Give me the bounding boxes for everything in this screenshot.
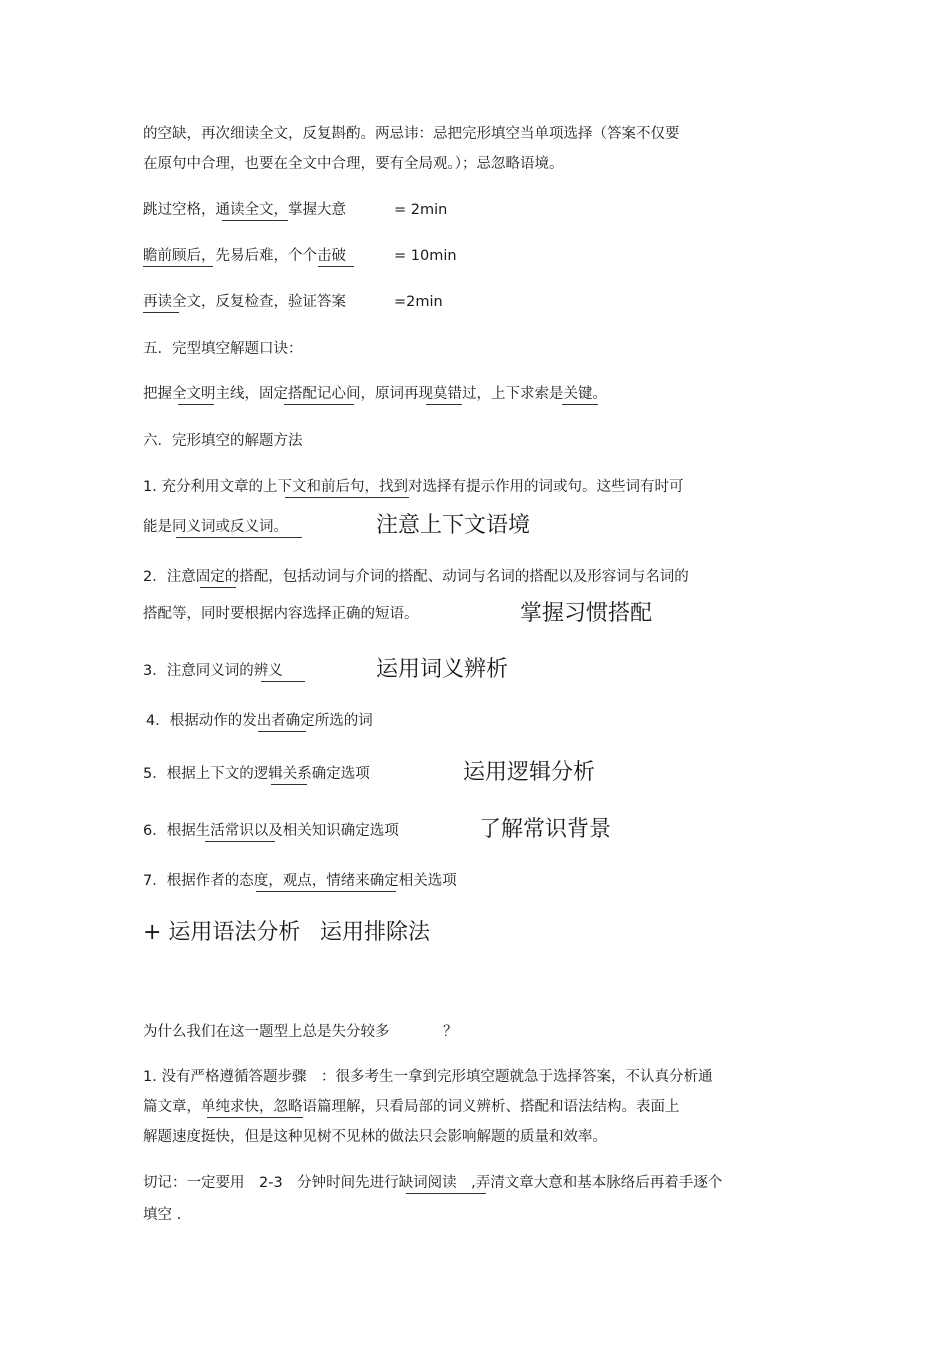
underline (200, 587, 236, 588)
why-question-mark: ？ (443, 1024, 458, 1040)
method-2-line-2: 搭配等，同时要根据内容选择正确的短语。 (143, 606, 419, 622)
method-2-note: 掌握习惯搭配 (520, 601, 653, 626)
underline (176, 537, 302, 538)
step-3-time: =2min (394, 294, 443, 310)
section-5-heading: 五．完型填空解题口诀： (143, 341, 303, 357)
section-6-heading: 六．完形填空的解题方法 (143, 433, 303, 449)
method-1-note: 注意上下文语境 (376, 513, 531, 538)
step-1-time: = 2min (394, 202, 448, 218)
method-6-note: 了解常识背景 (479, 817, 612, 842)
reason-1-line-2: 篇文章，单纯求快，忽略语篇理解，只看局部的词义辨析、搭配和语法结构。表面上 (143, 1099, 680, 1115)
underline (285, 497, 409, 498)
underline (406, 1193, 486, 1194)
underline (426, 404, 462, 405)
underline (207, 1117, 303, 1118)
method-1-line-1: 1. 充分利用文章的上下文和前后句，找到对选择有提示作用的词或句。这些词有时可 (143, 479, 684, 495)
method-5: 5．根据上下文的逻辑关系确定选项 (143, 766, 370, 782)
step-3-text: 再读全文，反复检查，验证答案 (143, 294, 346, 310)
underline (205, 841, 275, 842)
underline (318, 266, 354, 267)
mnemonic: 把握全文明主线，固定搭配记心间，原词再现莫错过，上下求索是关键。 (143, 386, 607, 402)
underline (143, 266, 213, 267)
reason-1-line-1: 1. 没有严格遵循答题步骤 ：很多考生一拿到完形填空题就急于选择答案，不认真分析通 (143, 1069, 713, 1085)
underline (562, 404, 598, 405)
method-2-line-1: 2．注意固定的搭配，包括动词与介词的搭配、动词与名词的搭配以及形容词与名词的 (143, 569, 689, 585)
reason-1-line-3: 解题速度挺快，但是这种见树不见林的做法只会影响解题的质量和效率。 (143, 1129, 607, 1145)
method-1-line-2: 能是同义词或反义词。 (143, 519, 288, 535)
underline (271, 784, 307, 785)
intro-line-1: 的空缺，再次细读全文，反复斟酌。两忌讳：忌把完形填空当单项选择（答案不仅要 (143, 126, 680, 142)
underline (261, 681, 305, 682)
method-7: 7．根据作者的态度，观点，情绪来确定相关选项 (143, 873, 457, 889)
method-3-note: 运用词义辨析 (376, 657, 509, 682)
underline (256, 891, 396, 892)
tip-line-2: 填空 . (143, 1207, 182, 1223)
step-2-text: 瞻前顾后，先易后难，个个击破 (143, 248, 346, 264)
underline (222, 220, 288, 221)
underline (143, 312, 179, 313)
extra-method-grammar: + 运用语法分析 (143, 920, 301, 945)
tip-line-1: 切记：一定要用 2-3 分钟时间先进行缺词阅读 ,弄清文章大意和基本脉络后再着手逐个 (143, 1175, 723, 1191)
method-4: 4．根据动作的发出者确定所选的词 (146, 713, 373, 729)
method-6: 6．根据生活常识以及相关知识确定选项 (143, 823, 399, 839)
step-1-text: 跳过空格，通读全文，掌握大意 (143, 202, 346, 218)
underline (258, 731, 306, 732)
underline (284, 404, 354, 405)
extra-method-elimination: 运用排除法 (320, 920, 431, 945)
method-5-note: 运用逻辑分析 (463, 760, 596, 785)
method-3: 3．注意同义词的辨义 (143, 663, 283, 679)
underline (178, 404, 214, 405)
step-2-time: = 10min (394, 248, 457, 264)
intro-line-2: 在原句中合理，也要在全文中合理，要有全局观。）；忌忽略语境。 (143, 156, 564, 172)
why-question: 为什么我们在这一题型上总是失分较多 (143, 1024, 390, 1040)
